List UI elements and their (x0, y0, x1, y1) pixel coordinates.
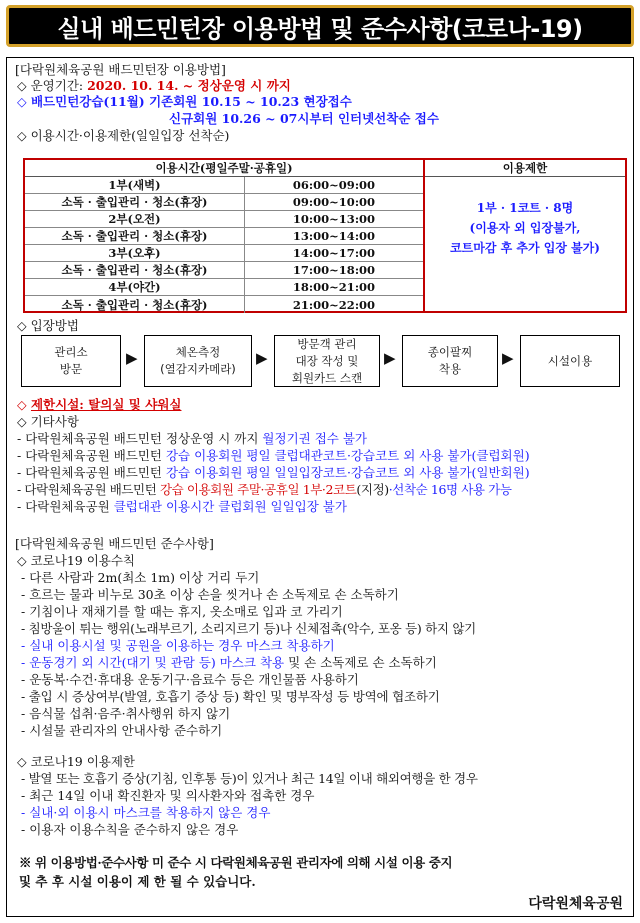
other-label-line: ◇ 기타사항 (17, 414, 79, 429)
list-item: - 기침이나 재채기를 할 때는 휴지, 옷소매로 입과 코 가리기 (21, 604, 343, 619)
compliance-header: [다락원체육공원 배드민턴 준수사항] (15, 536, 214, 551)
bullet-icon: ◇ (17, 78, 31, 93)
schedule-head-right: 이용제한 (425, 160, 625, 177)
limit-text: 1부 · 1코트 · 8명 (이용자 외 입장불가, 코트마감 후 추가 입장 불가) (450, 201, 600, 255)
title-banner (6, 5, 634, 47)
flow-step-wristband: 종이팔찌 착용 (402, 335, 498, 387)
bullet-icon: ◇ (17, 94, 31, 109)
list-item: - 다락원체육공원 배드민턴 정상운영 시 까지 월정기권 접수 불가 (17, 431, 367, 446)
lesson-label: 배드민턴강습(11월) (30, 94, 145, 109)
lesson-new: 신규회원 10.26 ~ 07시부터 인터넷선착순 접수 (169, 111, 439, 126)
period-line: ◇ 운영기간: 2020. 10. 14. ~ 정상운영 시 까지 (17, 78, 291, 93)
list-item: - 이용자 이용수칙을 준수하지 않은 경우 (21, 822, 239, 837)
schedule-table (23, 158, 627, 313)
list-item: - 최근 14일 이내 확진환자 및 의사환자와 접촉한 경우 (21, 788, 315, 803)
bullet-icon: ◇ (17, 414, 31, 429)
entry-label-line: ◇ 입장방법 (17, 318, 79, 333)
signature: 다락원체육공원 (528, 896, 623, 912)
warning-line-2: 및 추 후 시설 이용이 제 한 될 수 있습니다. (19, 874, 256, 889)
list-item: - 흐르는 물과 비누로 30초 이상 손을 씻거나 손 소독제로 손 소독하기 (21, 587, 399, 602)
list-item: - 다락원체육공원 배드민턴 강습 이용회원 평일 클럽대관코트·강습코트 외 사용 불가(클럽회원) (17, 448, 530, 463)
period-value: 2020. 10. 14. ~ 정상운영 시 까지 (87, 78, 291, 93)
schedule-head-left: 이용시간(평일주말·공휴일) (25, 160, 423, 177)
lesson-line (17, 94, 352, 110)
schedule-limit (425, 160, 625, 311)
bullet-icon: ◇ (17, 754, 31, 769)
table-row: 소독 · 출입관리 · 청소(휴장) 17:00~18:00 (25, 262, 423, 279)
table-row: 소독 · 출입관리 · 청소(휴장) 09:00~10:00 (25, 194, 423, 211)
list-item: - 다른 사람과 2m(최소 1m) 이상 거리 두기 (21, 570, 260, 585)
table-row: 2부(오전) 10:00~13:00 (25, 211, 423, 228)
arrow-right-icon: ▶ (384, 349, 396, 367)
closed-facility-line: ◇ 제한시설: 탈의실 및 샤워실 (17, 397, 182, 412)
table-row: 3부(오후) 14:00~17:00 (25, 245, 423, 262)
list-item: - 시설물 관리자의 안내사항 준수하기 (21, 723, 223, 738)
flow-step-use: 시설이용 (520, 335, 620, 387)
table-row: 소독 · 출입관리 · 청소(휴장) 13:00~14:00 (25, 228, 423, 245)
rules-label-line: ◇ 코로나19 이용수칙 (17, 553, 135, 568)
bullet-icon: ◇ (17, 553, 31, 568)
time-limit-line: ◇ 이용시간·이용제한(일일입장 선착순) (17, 128, 230, 143)
bullet-icon: ◇ (17, 128, 31, 143)
warning-line-1: ※ 위 이용방법·준수사항 미 준수 시 다락원체육공원 관리자에 의해 시설 이용 중지 (19, 855, 453, 870)
list-item: - 출입 시 증상여부(발열, 호흡기 증상 등) 확인 및 명부작성 등 방역에 협조하기 (21, 689, 440, 704)
flow-step-office: 관리소 방문 (21, 335, 121, 387)
list-item: - 발열 또는 호흡기 증상(기침, 인후통 등)이 있거나 최근 14일 이내 해외여행을 한 경우 (21, 771, 478, 786)
flow-step-temperature: 체온측정 (열감지카메라) (144, 335, 252, 387)
bullet-icon: ◇ (17, 318, 31, 333)
list-item: - 실내 이용시설 및 공원을 이용하는 경우 마스크 착용하기 (21, 638, 335, 653)
arrow-right-icon: ▶ (126, 349, 138, 367)
list-item: - 음식물 섭취·음주·취사행위 하지 않기 (21, 706, 231, 721)
usage-header: [다락원체육공원 배드민턴장 이용방법] (15, 62, 226, 77)
notice-frame (6, 57, 634, 917)
table-row: 소독 · 출입관리 · 청소(휴장) 21:00~22:00 (25, 296, 423, 313)
flow-step-register: 방문객 관리 대장 작성 및 회원카드 스캔 (274, 335, 380, 387)
list-item: - 운동복·수건·휴대용 운동기구·음료수 등은 개인물품 사용하기 (21, 672, 359, 687)
list-item: - 실내·외 이용시 마스크를 착용하지 않은 경우 (21, 805, 271, 820)
list-item: - 다락원체육공원 배드민턴 강습 이용회원 평일 일일입장코트·강습코트 외 사용 불가(일반회원) (17, 465, 530, 480)
list-item: - 다락원체육공원 배드민턴 강습 이용회원 주말·공휴일 1부·2코트(지정)·선착순 16명 사용 가능 (17, 482, 512, 497)
lesson-existing: 기존회원 10.15 ~ 10.23 현장접수 (144, 94, 352, 109)
schedule-times (25, 160, 425, 311)
arrow-right-icon: ▶ (502, 349, 514, 367)
page-title: 실내 배드민턴장 이용방법 및 준수사항(코로나-19) (57, 14, 583, 43)
arrow-right-icon: ▶ (256, 349, 268, 367)
list-item: - 운동경기 외 시간(대기 및 관람 등) 마스크 착용 및 손 소독제로 손 소독하기 (21, 655, 437, 670)
table-row: 1부(새벽) 06:00~09:00 (25, 177, 423, 194)
bullet-icon: ◇ (17, 397, 31, 412)
list-item: - 침방울이 튀는 행위(노래부르기, 소리지르기 등)나 신체접촉(악수, 포옹 등) 하지 않기 (21, 621, 476, 636)
list-item: - 다락원체육공원 클럽대관 이용시간 클럽회원 일일입장 불가 (17, 499, 347, 514)
table-row: 4부(야간) 18:00~21:00 (25, 279, 423, 296)
restrict-label-line: ◇ 코로나19 이용제한 (17, 754, 135, 769)
